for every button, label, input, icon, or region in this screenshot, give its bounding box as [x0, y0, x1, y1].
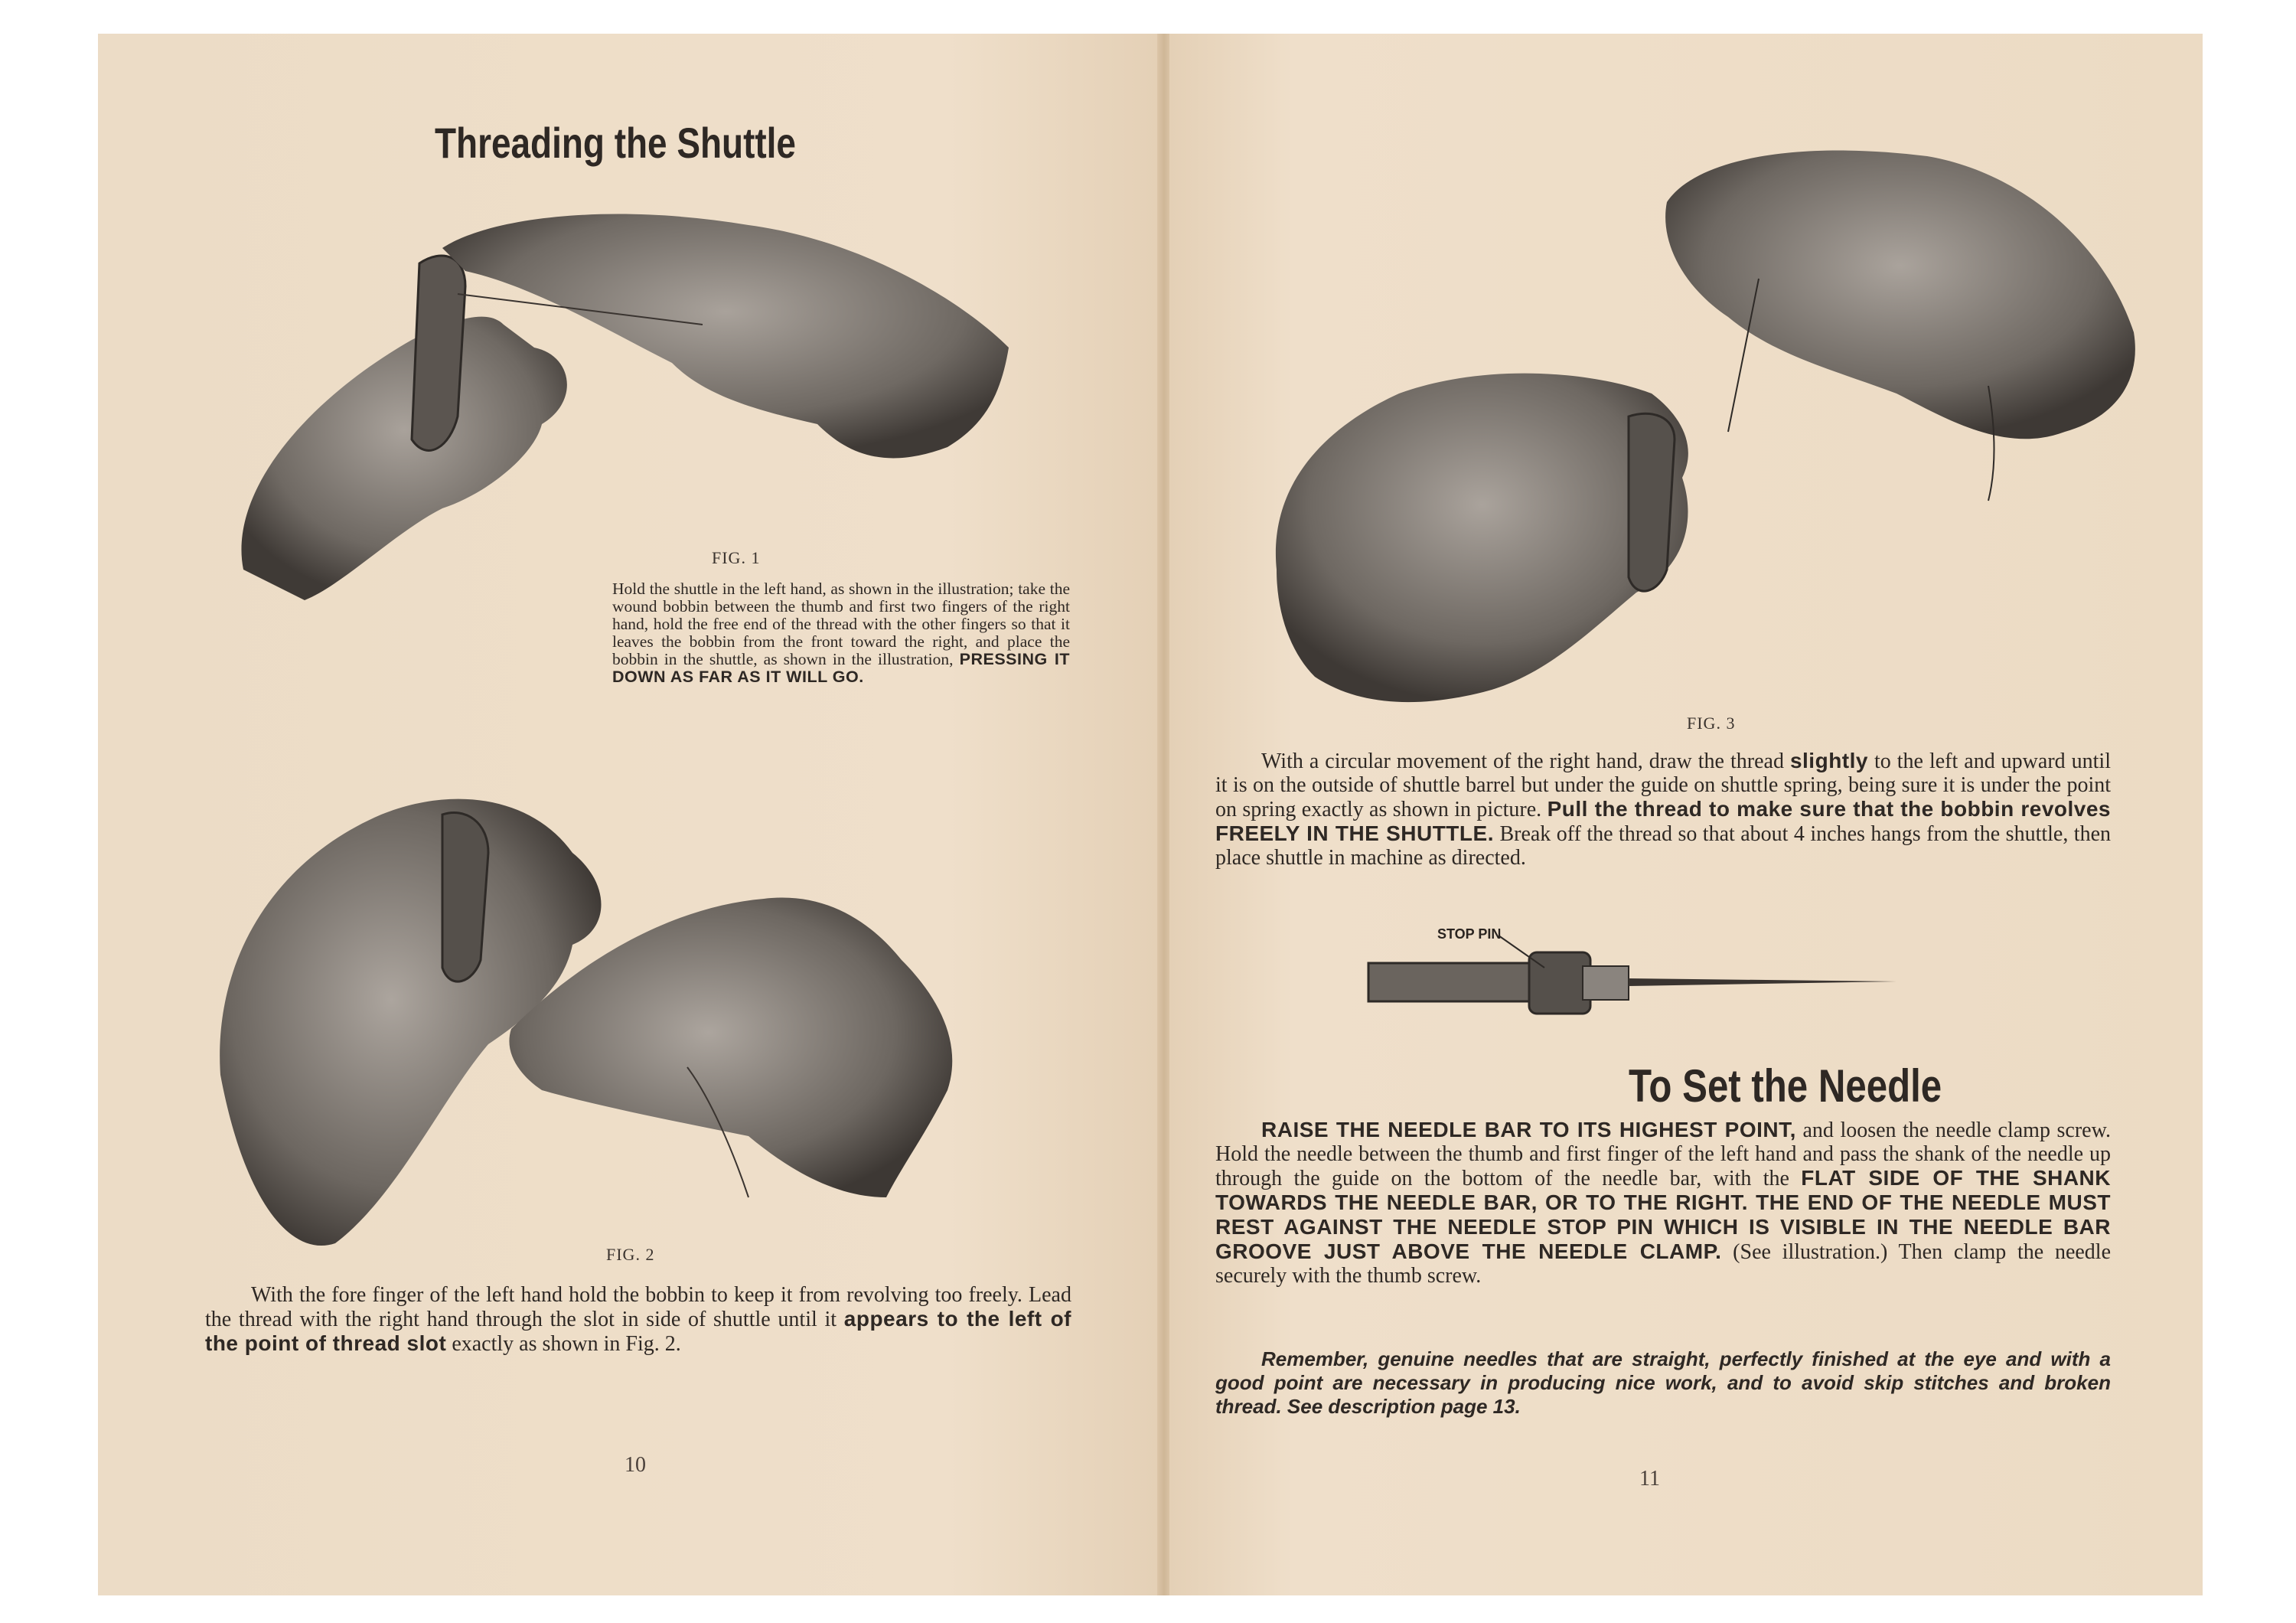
fig2-end: exactly as shown in Fig. 2. — [452, 1332, 681, 1356]
fig3-caption-text — [1215, 749, 2111, 870]
page-title-set-needle: To Set the Needle — [1629, 1060, 1942, 1112]
fig3-label: FIG. 3 — [1687, 714, 1736, 733]
fig1-illustration — [213, 171, 1154, 600]
fig3-bold-1: slightly — [1789, 749, 1868, 772]
fig3-illustration — [1269, 141, 2172, 723]
page-number-left: 10 — [625, 1453, 646, 1477]
fig3-text-3: Break off the thread so that about 4 inches hangs from the shuttle, then place shuttle in machine as directed. — [1215, 822, 2112, 870]
fig1-caption-text — [612, 580, 1070, 686]
stop-pin-label: STOP PIN — [1437, 926, 1502, 942]
left-page — [98, 34, 1160, 1595]
fig1-label: FIG. 1 — [712, 548, 761, 567]
needle-instructions — [1215, 1118, 2111, 1288]
fig3-text-2: to the left and upward until it is on the outside of shuttle barrel but under the guide on shuttle spring, being sure it is under the point on spring exactly as shown in picture. — [1215, 749, 2111, 821]
fig2-label: FIG. 2 — [606, 1245, 655, 1264]
needle-bold-2: FLAT SIDE OF THE SHANK TOWARDS THE NEEDLE BAR, OR TO THE RIGHT. THE END OF THE NEEDLE MUST REST AGAINST THE NEEDLE STOP PIN WHICH IS VISIBLE IN THE NEEDLE BAR GROOVE JUST ABOVE THE NEEDLE CLAMP. — [1215, 1166, 2111, 1263]
book-spread — [98, 34, 2203, 1595]
needle-bold-1: RAISE THE NEEDLE BAR TO ITS HIGHEST POINT, — [1261, 1118, 1796, 1141]
fig2-caption-text — [205, 1283, 1071, 1356]
fig2-illustration — [213, 769, 1055, 1259]
right-page — [1169, 34, 2203, 1595]
fig3-bold-2: Pull the thread to make sure that the bobbin revolves FREELY IN THE SHUTTLE. — [1215, 797, 2111, 845]
note-text: Remember, genuine needles that are straight, perfectly finished at the eye and with a good point are necessary in producing nice work, and to avoid skip stitches and broken thread. See description page 13. — [1215, 1347, 2111, 1418]
needle-illustration — [1361, 929, 1912, 1033]
needle-text-2: (See illustration.) Then clamp the needle securely with the thumb screw. — [1215, 1240, 2112, 1288]
page-title-threading-shuttle: Threading the Shuttle — [435, 119, 796, 167]
page-number-right: 11 — [1639, 1467, 1660, 1491]
needle-text-1: and loosen the needle clamp screw. Hold the needle between the thumb and first finger of the left hand and pass the shank of the needle up through the guide on the bottom of the needle bar, with the — [1215, 1118, 2111, 1190]
fig2-emphasis: appears to the left of the point of thread slot — [205, 1307, 1071, 1355]
fig1-emphasis: PRESSING IT DOWN AS FAR AS IT WILL GO. — [612, 650, 1071, 686]
fig3-text-1: With a circular movement of the right hand, draw the thread — [1261, 749, 1784, 773]
fig1-body: Hold the shuttle in the left hand, as shown in the illustration; take the wound bobbin between the thumb and first two fingers of the right hand, hold the free end of the thread with the other fingers so that it leaves the bobbin from the front toward the right, and place the bobbin in the shuttle, as shown in the illustration, — [612, 580, 1070, 668]
fig2-body: With the fore finger of the left hand hold the bobbin to keep it from revolving too freely. Lead the thread with the right hand through the slot in side of shuttle until it — [205, 1283, 1071, 1331]
needle-remember-note — [1215, 1347, 2111, 1419]
